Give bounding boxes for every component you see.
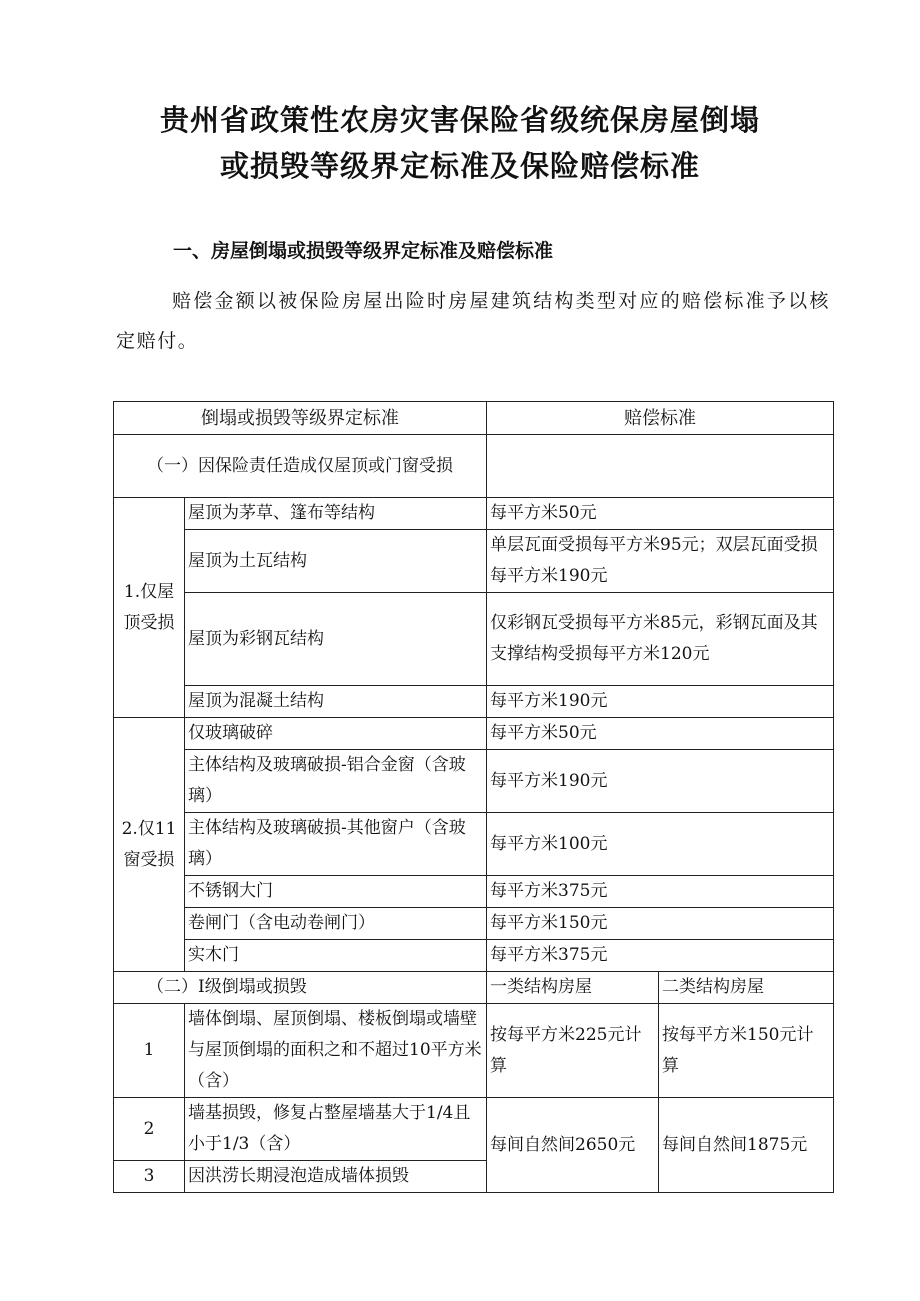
row-description: 主体结构及玻璃破损-其他窗户（含玻璃） [185,813,487,876]
row-compensation: 每平方米50元 [487,718,834,750]
table-row [114,940,834,972]
row-number: 3 [114,1161,185,1193]
row-description: 屋顶为土瓦结构 [185,530,487,593]
section-heading: 一、房屋倒塌或损毁等级界定标准及赔偿标准 [173,240,554,262]
table-row [114,593,834,686]
table-row [114,813,834,876]
row-compensation: 单层瓦面受损每平方米95元；双层瓦面受损每平方米190元 [487,530,834,593]
class2-compensation: 每间自然间1875元 [659,1098,834,1193]
header-compensation-standard: 赔偿标准 [487,402,834,435]
row-description: 屋顶为彩钢瓦结构 [185,593,487,686]
table-row [114,876,834,908]
class2-compensation: 按每平方米150元计算 [659,1004,834,1098]
table-row [114,1098,834,1161]
table-row [114,498,834,530]
document-title-line-1: 贵州省政策性农房灾害保险省级统保房屋倒塌 [159,103,760,137]
row-description: 墙基损毁，修复占整屋墙基大于1/4且小于1/3（含） [185,1098,487,1161]
group2-label: 2.仅11窗受损 [114,718,185,972]
part1-title: （一）因保险责任造成仅屋顶或门窗受损 [114,435,487,498]
class1-compensation: 每间自然间2650元 [487,1098,659,1193]
row-number: 2 [114,1098,185,1161]
row-description: 因洪涝长期浸泡造成墙体损毁 [185,1161,487,1193]
table-row [114,686,834,718]
class1-header: 一类结构房屋 [487,972,659,1004]
row-description: 屋顶为茅草、篷布等结构 [185,498,487,530]
header-damage-standard: 倒塌或损毁等级界定标准 [114,402,487,435]
part1-title-row [114,435,834,498]
row-description: 实木门 [185,940,487,972]
table-header-row [114,402,834,435]
row-compensation: 每平方米375元 [487,876,834,908]
row-compensation: 每平方米375元 [487,940,834,972]
row-description: 主体结构及玻璃破损-铝合金窗（含玻璃） [185,750,487,813]
row-compensation: 每平方米190元 [487,750,834,813]
row-compensation: 每平方米100元 [487,813,834,876]
table-row [114,530,834,593]
table-row [114,1004,834,1098]
table-row [114,908,834,940]
class2-header: 二类结构房屋 [659,972,834,1004]
table-row [114,718,834,750]
row-description: 不锈钢大门 [185,876,487,908]
row-compensation: 每平方米190元 [487,686,834,718]
part2-title-row [114,972,834,1004]
row-number: 1 [114,1004,185,1098]
row-compensation: 每平方米50元 [487,498,834,530]
row-description: 屋顶为混凝土结构 [185,686,487,718]
class1-compensation: 按每平方米225元计算 [487,1004,659,1098]
row-compensation: 仅彩钢瓦受损每平方米85元，彩钢瓦面及其支撑结构受损每平方米120元 [487,593,834,686]
document-title-line-2: 或损毁等级界定标准及保险赔偿标准 [219,149,700,183]
row-compensation: 每平方米150元 [487,908,834,940]
compensation-standards-table [113,401,834,1193]
part2-title: （二）I级倒塌或损毁 [114,972,487,1004]
table-row [114,750,834,813]
row-description: 仅玻璃破碎 [185,718,487,750]
group1-label: 1.仅屋顶受损 [114,498,185,718]
intro-paragraph: 赔偿金额以被保险房屋出险时房屋建筑结构类型对应的赔偿标准予以核定赔付。 [116,290,830,352]
row-description: 墙体倒塌、屋顶倒塌、楼板倒塌或墙壁与屋顶倒塌的面积之和不超过10平方米（含） [185,1004,487,1098]
row-description: 卷闸门（含电动卷闸门） [185,908,487,940]
part1-empty-cell [487,435,834,498]
